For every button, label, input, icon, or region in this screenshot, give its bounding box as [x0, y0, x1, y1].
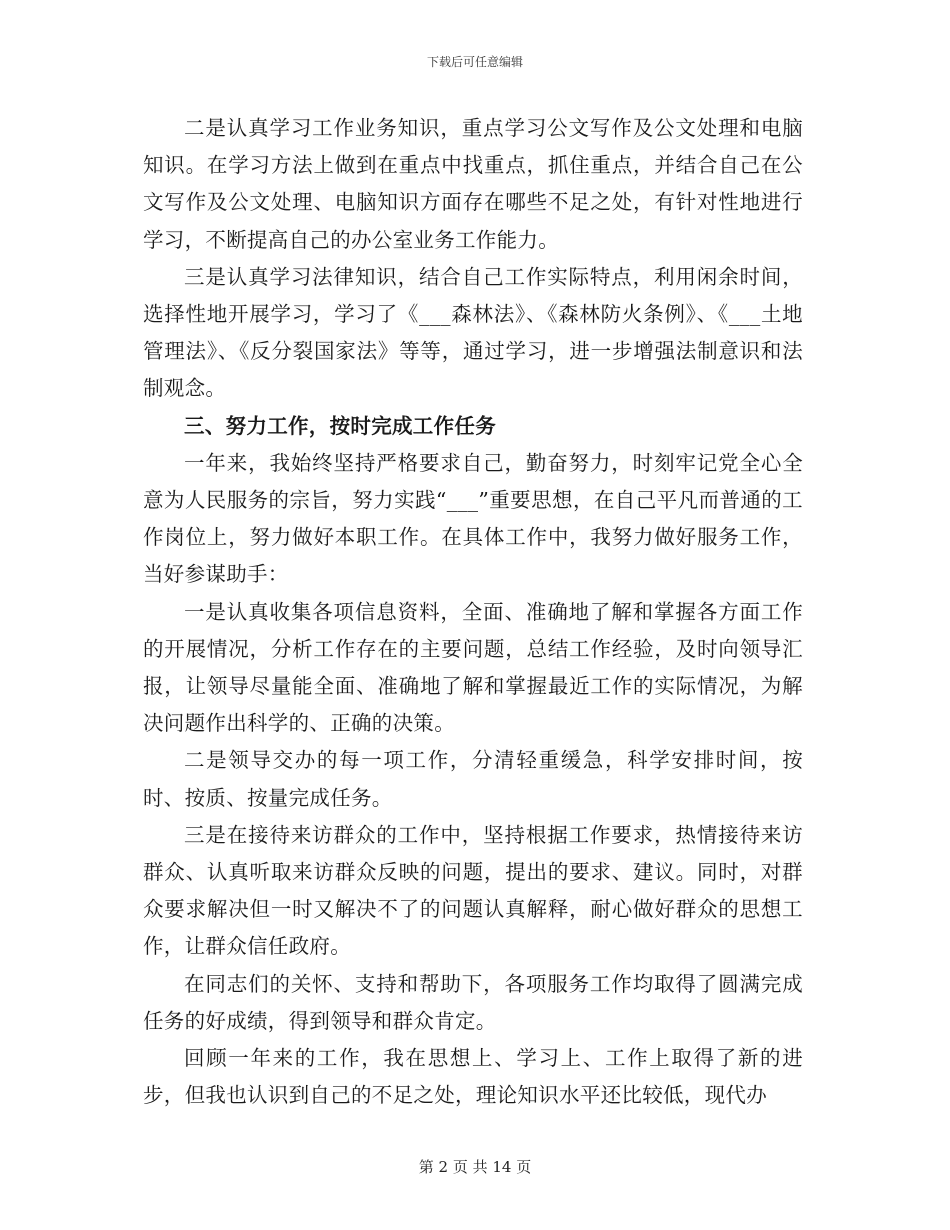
page-number-footer: 第 2 页 共 14 页 [418, 1158, 532, 1176]
paragraph-achievements: 在同志们的关怀、支持和帮助下，各项服务工作均取得了圆满完成任务的好成绩，得到领导和群众肯定。 [143, 971, 803, 1033]
paragraph-receive-visitors: 三是在接待来访群众的工作中，坚持根据工作要求，热情接待来访群众、认真听取来访群众反映的问题，提出的要求、建议。同时，对群众要求解决但一时又解决不了的问题认真解释，耐心做好群众的思想工作，让群众信任政府。 [143, 822, 803, 959]
paragraph-assigned-tasks: 二是领导交办的每一项工作，分清轻重缓急，科学安排时间，按时、按质、按量完成任务。 [143, 748, 803, 810]
page-header-note: 下载后可任意编辑 [426, 55, 523, 69]
section-heading-work: 三、努力工作，按时完成工作任务 [184, 413, 496, 438]
paragraph-year-review: 一年来，我始终坚持严格要求自己，勤奋努力，时刻牢记党全心全意为人民服务的宗旨，努力实践“___”重要思想，在自己平凡而普通的工作岗位上，努力做好本职工作。在具体工作中，我努力做好服务工作，当好参谋助手： [143, 450, 803, 587]
paragraph-collect-info: 一是认真收集各项信息资料，全面、准确地了解和掌握各方面工作的开展情况，分析工作存在的主要问题，总结工作经验，及时向领导汇报，让领导尽量能全面、准确地了解和掌握最近工作的实际情况，为解决问题作出科学的、正确的决策。 [143, 599, 803, 736]
document-body [143, 110, 803, 1114]
paragraph-study-business: 二是认真学习工作业务知识，重点学习公文写作及公文处理和电脑知识。在学习方法上做到在重点中找重点，抓住重点，并结合自己在公文写作及公文处理、电脑知识方面存在哪些不足之处，有针对性地进行学习，不断提高自己的办公室业务工作能力。 [143, 116, 803, 252]
paragraph-study-law: 三是认真学习法律知识，结合自己工作实际特点，利用闲余时间，选择性地开展学习，学习了《___森林法》、《森林防火条例》、《___土地管理法》、《反分裂国家法》等等，通过学习，进一步增强法制意识和法制观念。 [143, 264, 803, 401]
paragraph-retrospective: 回顾一年来的工作，我在思想上、学习上、工作上取得了新的进步，但我也认识到自己的不足之处，理论知识水平还比较低，现代办 [143, 1046, 803, 1108]
